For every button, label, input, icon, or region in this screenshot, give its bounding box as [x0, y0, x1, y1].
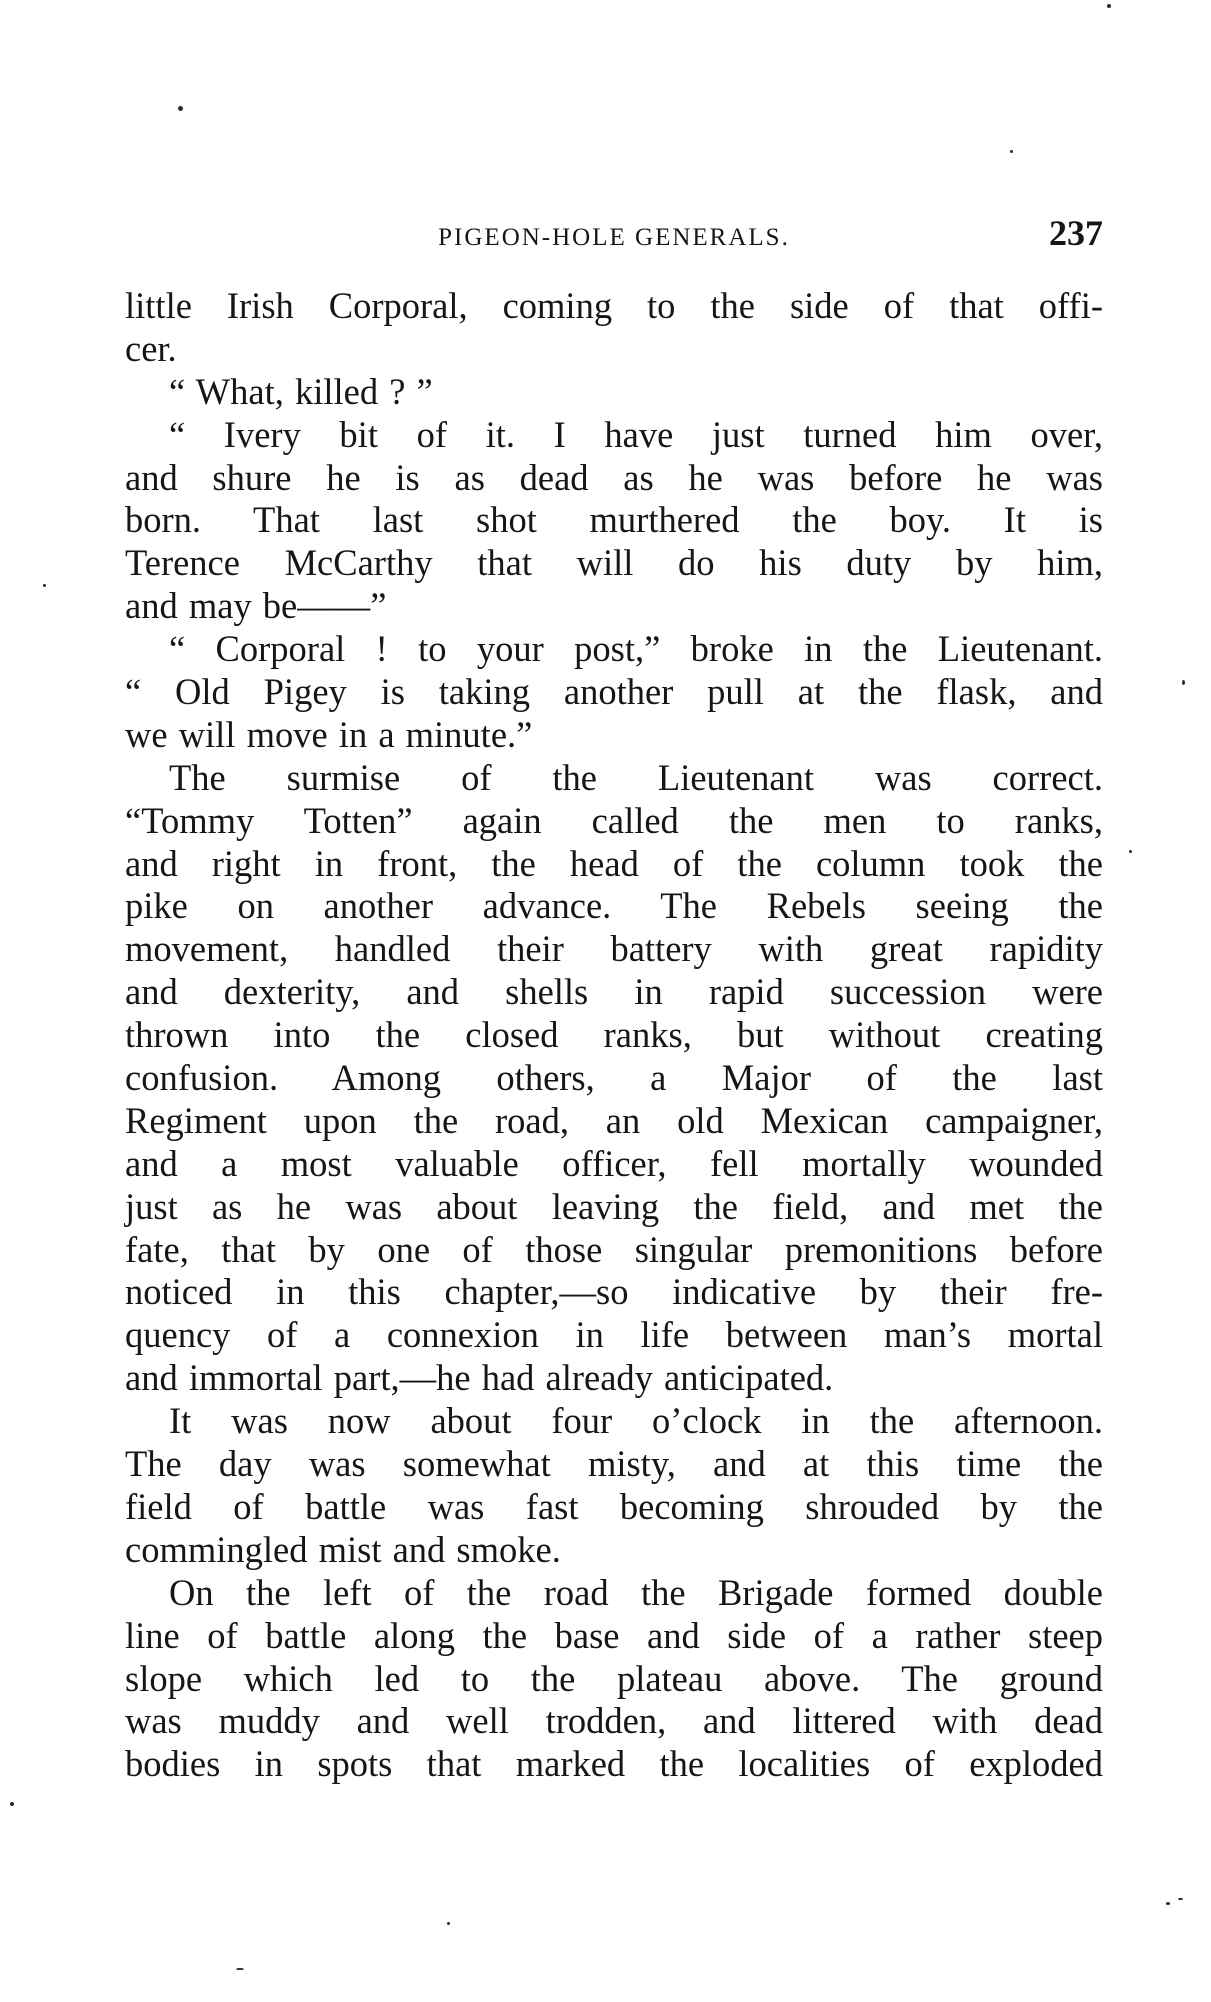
text-line: was muddy and well trodden, and littered with dead	[125, 1700, 1103, 1742]
text-line: It was now about four o’clock in the afternoon.	[169, 1400, 1103, 1442]
text-line: line of battle along the base and side of a rather steep	[125, 1614, 1103, 1656]
text-line: bodies in spots that marked the localities of exploded	[125, 1743, 1103, 1785]
scan-speck	[1182, 680, 1185, 685]
text-line: just as he was about leaving the field, and met the	[125, 1185, 1103, 1227]
text-line: The surmise of the Lieutenant was correct.	[169, 756, 1103, 798]
scan-speck	[1129, 850, 1132, 853]
scan-speck	[236, 1968, 244, 1970]
scan-speck	[1010, 150, 1013, 153]
body-text	[125, 285, 1103, 1786]
text-line: and dexterity, and shells in rapid succession were	[125, 971, 1103, 1013]
scan-speck	[43, 584, 46, 587]
text-line: we will move in a minute.”	[125, 713, 533, 755]
text-line: Regiment upon the road, an old Mexican campaigner,	[125, 1099, 1103, 1141]
text-line: movement, handled their battery with great rapidity	[125, 928, 1103, 970]
text-line: and may be——”	[125, 585, 387, 627]
text-line: field of battle was fast becoming shrouded by the	[125, 1485, 1103, 1527]
text-line: “ What, killed ? ”	[169, 370, 433, 412]
text-line: little Irish Corporal, coming to the side of that offi-	[125, 285, 1103, 326]
text-line: commingled mist and smoke.	[125, 1528, 561, 1570]
text-line: cer.	[125, 327, 177, 369]
text-line: and a most valuable officer, fell mortally wounded	[125, 1142, 1103, 1184]
text-line: “ Old Pigey is taking another pull at the flask, and	[125, 671, 1103, 713]
text-line: and shure he is as dead as he was before he was	[125, 456, 1103, 498]
scan-speck	[10, 1802, 14, 1806]
text-line: and immortal part,—he had already anticipated.	[125, 1357, 834, 1399]
text-line: quency of a connexion in life between man’s mortal	[125, 1314, 1103, 1356]
text-line: “Tommy Totten” again called the men to ranks,	[125, 799, 1103, 841]
text-line: slope which led to the plateau above. The ground	[125, 1657, 1103, 1699]
scan-speck	[1166, 1902, 1170, 1905]
text-line: Terence McCarthy that will do his duty by him,	[125, 542, 1103, 584]
scan-speck	[178, 106, 183, 111]
running-title: PIGEON-HOLE GENERALS.	[438, 224, 790, 251]
text-line: On the left of the road the Brigade formed double	[169, 1571, 1103, 1613]
text-line: born. That last shot murthered the boy. It is	[125, 499, 1103, 541]
text-line: The day was somewhat misty, and at this time the	[125, 1443, 1103, 1485]
text-line: “ Ivery bit of it. I have just turned him over,	[169, 413, 1103, 455]
text-line: confusion. Among others, a Major of the last	[125, 1057, 1103, 1099]
text-line: and right in front, the head of the column took the	[125, 842, 1103, 884]
scan-speck	[447, 1922, 450, 1925]
text-line: thrown into the closed ranks, but without creating	[125, 1014, 1103, 1056]
scan-speck	[1107, 4, 1111, 8]
scan-speck	[1178, 1898, 1183, 1900]
running-head	[125, 212, 1103, 260]
text-line: fate, that by one of those singular premonitions before	[125, 1228, 1103, 1270]
text-line: noticed in this chapter,—so indicative by their fre-	[125, 1271, 1103, 1313]
text-line: pike on another advance. The Rebels seeing the	[125, 885, 1103, 927]
text-line: “ Corporal ! to your post,” broke in the Lieutenant.	[169, 628, 1103, 670]
page-number: 237	[1049, 213, 1103, 253]
